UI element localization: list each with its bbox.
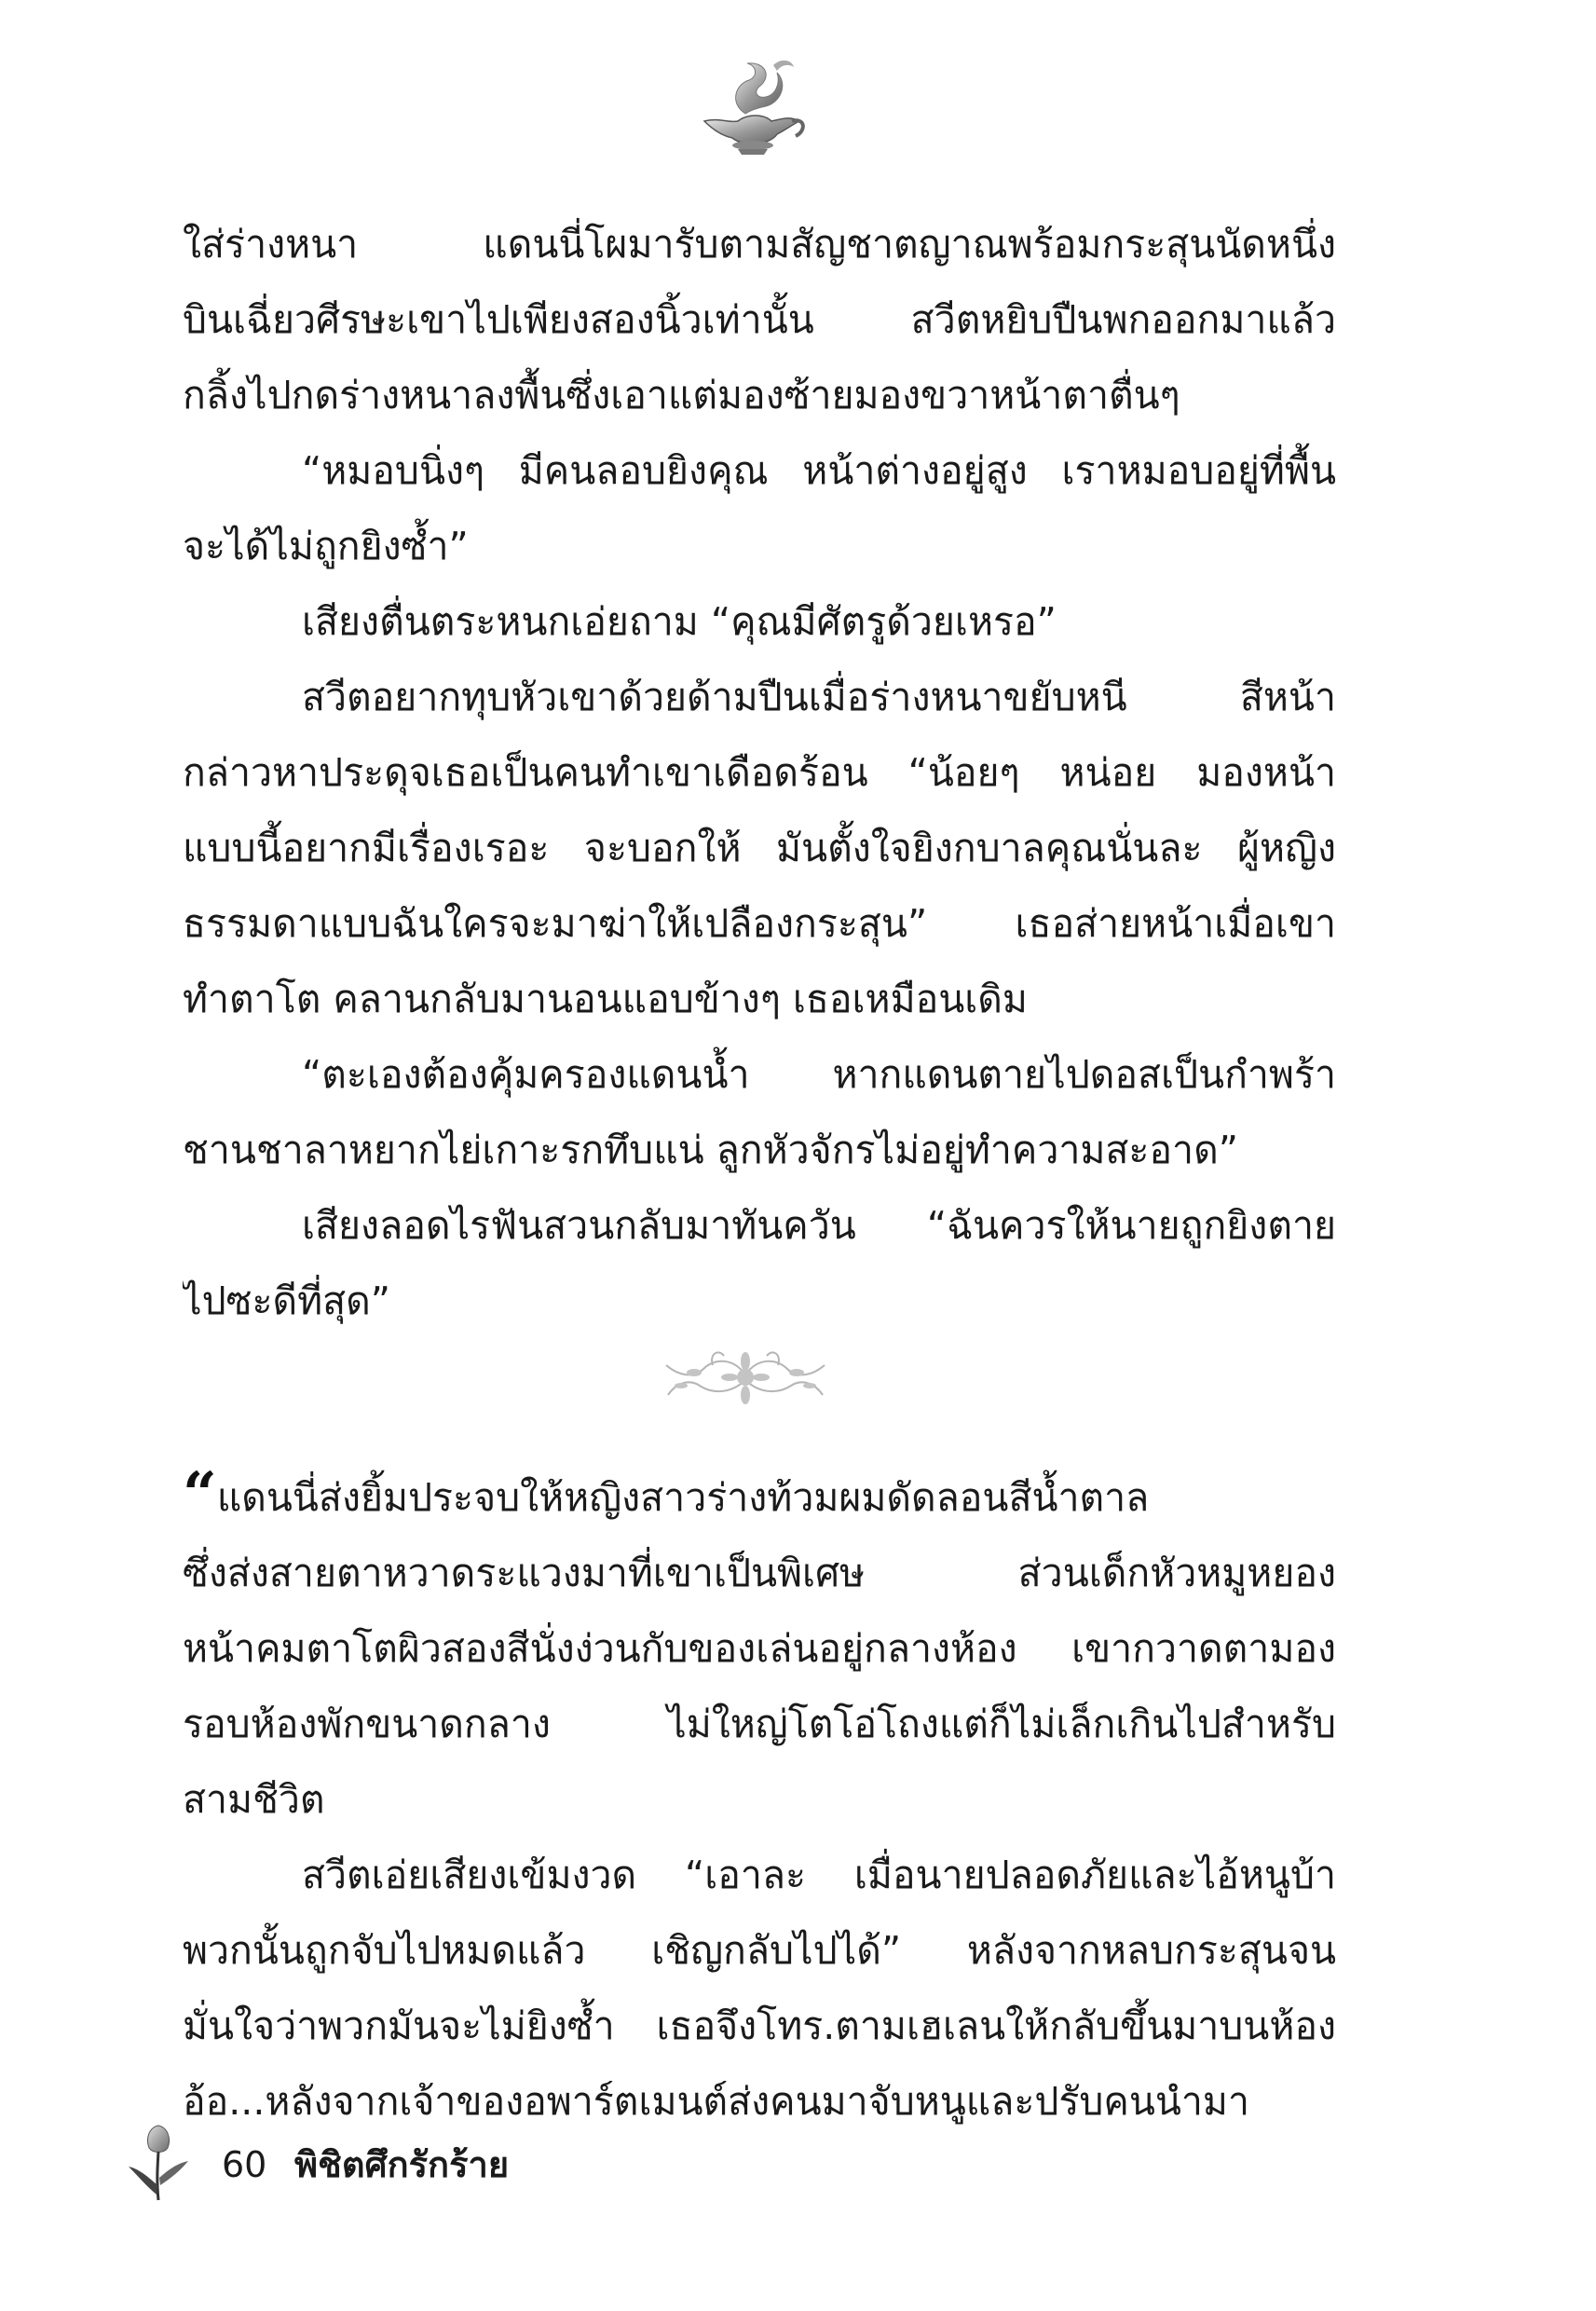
text-line: “หมอบนิ่งๆ มีคนลอบยิงคุณ หน้าต่างอยู่สูง เราหมอบอยู่ที่พื้น: [302, 448, 1336, 493]
tulip-icon: [127, 2120, 192, 2204]
text-line: หน้าคมตาโตผิวสองสีนั่งง่วนกับของเล่นอยู่กลางห้อง เขากวาดตามอง: [183, 1626, 1336, 1671]
text-line: มั่นใจว่าพวกมันจะไม่ยิงซ้ำ เธอจึงโทร.ตามเฮเลนให้กลับขึ้นมาบนห้อง: [183, 2003, 1336, 2048]
body-text-bottom: [183, 1460, 1336, 2140]
body-text-top: [183, 207, 1336, 1339]
text-line: กลิ้งไปกดร่างหนาลงพื้นซึ่งเอาแต่มองซ้ายมองขวาหน้าตาตื่นๆ: [183, 373, 1180, 417]
text-line: อ้อ...หลังจากเจ้าของอพาร์ตเมนต์ส่งคนมาจับหนูและปรับคนนำมา: [183, 2079, 1249, 2124]
text-line: ไปซะดีที่สุด”: [183, 1279, 391, 1323]
text-line-first: [183, 1460, 1336, 1536]
text-line: ซึ่งส่งสายตาหวาดระแวงมาที่เขาเป็นพิเศษ ส่วนเด็กหัวหมูหยอง: [183, 1551, 1336, 1595]
text-line: รอบห้องพักขนาดกลาง ไม่ใหญ่โตโอ่โถงแต่ก็ไม่เล็กเกินไปสำหรับ: [183, 1702, 1336, 1746]
page-footer: [119, 2120, 678, 2204]
text-line: เสียงตื่นตระหนกเอ่ยถาม “คุณมีศัตรูด้วยเหรอ”: [302, 599, 1057, 644]
floral-divider-ornament-icon: [657, 1337, 834, 1421]
text-line: พวกนั้นถูกจับไปหมดแล้ว เชิญกลับไปได้” หลังจากหลบกระสุนจน: [183, 1928, 1336, 1973]
text-line: สวีตอยากทุบหัวเขาด้วยด้ามปืนเมื่อร่างหนาขยับหนี สีหน้า: [302, 675, 1336, 719]
text-line: จะได้ไม่ถูกยิงซ้ำ”: [183, 524, 469, 568]
text-line: ธรรมดาแบบฉันใครจะมาฆ่าให้เปลืองกระสุน” เธอส่ายหน้าเมื่อเขา: [183, 901, 1336, 946]
text-line: เสียงลอดไรฟันสวนกลับมาทันควัน “ฉันควรให้นายถูกยิงตาย: [302, 1203, 1336, 1248]
text-line: ใส่ร่างหนา แดนนี่โผมารับตามสัญชาตญาณพร้อมกระสุนนัดหนึ่ง: [183, 222, 1336, 267]
text-line: ชานชาลาหยากไย่เกาะรกทึบแน่ ลูกหัวจักรไม่อยู่ทำความสะอาด”: [183, 1128, 1238, 1172]
text-line: “ตะเองต้องคุ้มครองแดนน้ำ หากแดนตายไปดอสเป็นกำพร้า: [302, 1052, 1336, 1097]
text-line: บินเฉี่ยวศีรษะเขาไปเพียงสองนิ้วเท่านั้น สวีตหยิบปืนพกออกมาแล้ว: [183, 297, 1336, 342]
text-line: กล่าวหาประดุจเธอเป็นคนทำเขาเดือดร้อน “น้อยๆ หน่อย มองหน้า: [183, 750, 1336, 795]
genie-lamp-ornament-icon: [691, 56, 812, 158]
text-line: แบบนี้อยากมีเรื่องเรอะ จะบอกให้ มันตั้งใจยิงกบาลคุณนั่นละ ผู้หญิง: [183, 826, 1336, 870]
text-line: สวีตเอ่ยเสียงเข้มงวด “เอาละ เมื่อนายปลอดภัยและไอ้หนูบ้า: [302, 1853, 1336, 1897]
text-line: แดนนี่ส่งยิ้มประจบให้หญิงสาวร่างท้วมผมดัดลอนสีน้ำตาล: [216, 1475, 1150, 1520]
text-line: สามชีวิต: [183, 1777, 325, 1822]
book-title: พิชิตศึกรักร้าย: [294, 2144, 510, 2185]
drop-quote-mark: “: [183, 1460, 211, 1529]
page-number: 60: [222, 2144, 267, 2185]
text-line: ทำตาโต คลานกลับมานอนแอบข้างๆ เธอเหมือนเดิม: [183, 977, 1028, 1021]
